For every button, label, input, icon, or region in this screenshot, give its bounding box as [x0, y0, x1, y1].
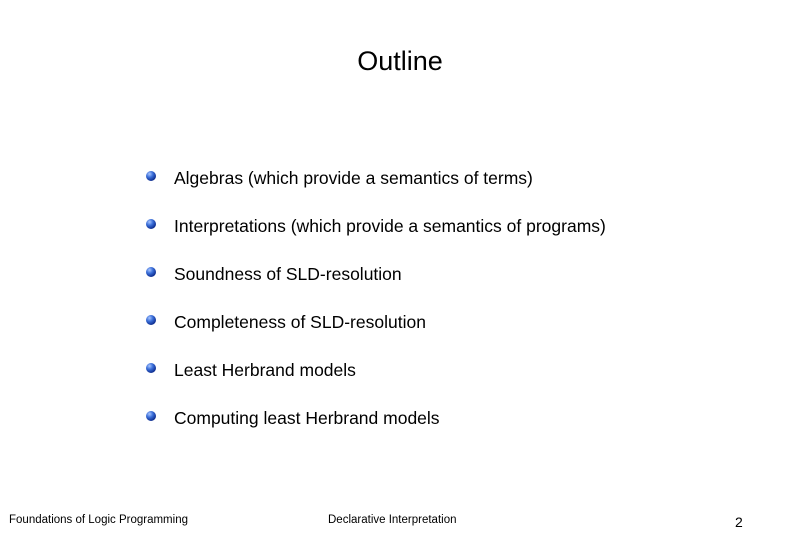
bullet-text: Soundness of SLD-resolution — [174, 264, 402, 284]
bullet-text: Completeness of SLD-resolution — [174, 312, 426, 332]
bullet-text: Algebras (which provide a semantics of terms) — [174, 168, 533, 188]
blue-sphere-bullet-icon — [146, 267, 156, 277]
footer-course-title: Foundations of Logic Programming — [9, 514, 188, 526]
slide-title: Outline — [357, 46, 443, 76]
footer-section-title: Declarative Interpretation — [328, 514, 457, 526]
page-number: 2 — [735, 514, 743, 530]
bullet-text: Computing least Herbrand models — [174, 408, 440, 428]
blue-sphere-bullet-icon — [146, 315, 156, 325]
bullet-item — [146, 402, 606, 434]
bullet-list — [146, 162, 606, 450]
blue-sphere-bullet-icon — [146, 411, 156, 421]
bullet-item — [146, 162, 606, 194]
blue-sphere-bullet-icon — [146, 363, 156, 373]
bullet-item — [146, 210, 606, 242]
blue-sphere-bullet-icon — [146, 219, 156, 229]
bullet-text: Least Herbrand models — [174, 360, 356, 380]
bullet-item — [146, 258, 606, 290]
bullet-item — [146, 306, 606, 338]
bullet-item — [146, 354, 606, 386]
bullet-text: Interpretations (which provide a semantics of programs) — [174, 216, 606, 236]
blue-sphere-bullet-icon — [146, 171, 156, 181]
